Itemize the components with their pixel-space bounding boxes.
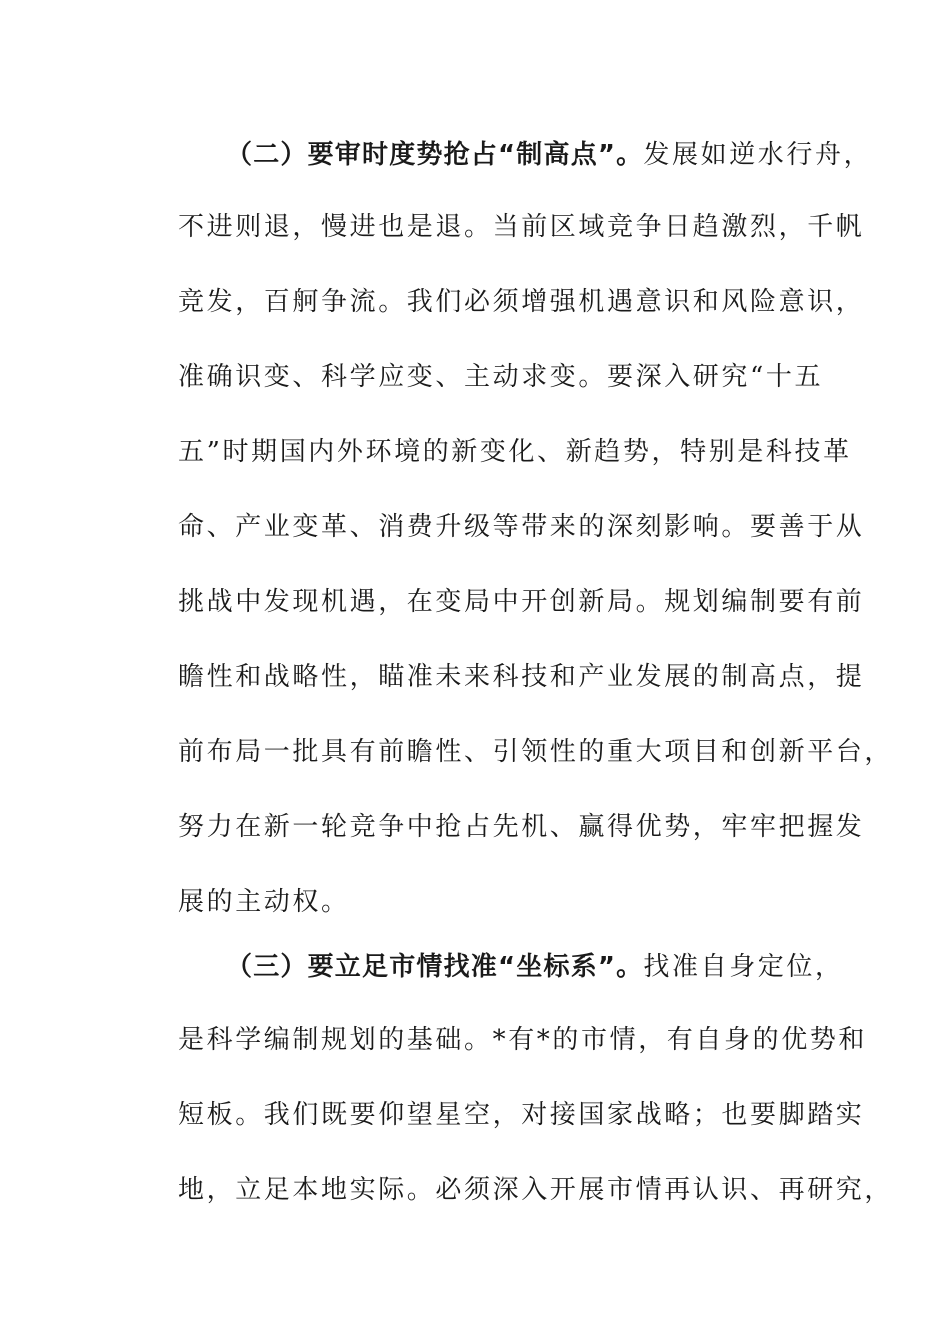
paragraph-line: 命、产业变革、消费升级等带来的深刻影响。要善于从 [178, 512, 865, 542]
paragraph-line: 努力在新一轮竞争中抢占先机、赢得优势，牢牢把握发 [178, 812, 865, 842]
paragraph-line: 五”时期国内外环境的新变化、新趋势，特别是科技革 [178, 437, 852, 467]
section-heading: （二）要审时度势抢占“制高点”。 [226, 140, 644, 170]
paragraph-line: 瞻性和战略性，瞄准未来科技和产业发展的制高点，提 [178, 662, 865, 692]
paragraph-line [226, 950, 844, 984]
paragraph-line: 准确识变、科学应变、主动求变。要深入研究“十五 [178, 362, 824, 392]
paragraph-line: 地，立足本地实际。必须深入开展市情再认识、再研究， [178, 1175, 894, 1205]
section-heading: （三）要立足市情找准“坐标系”。 [226, 952, 644, 982]
paragraph-line: 展的主动权。 [178, 887, 350, 917]
paragraph-line: 挑战中发现机遇，在变局中开创新局。规划编制要有前 [178, 587, 865, 617]
paragraph-line: 短板。我们既要仰望星空，对接国家战略；也要脚踏实 [178, 1100, 865, 1130]
paragraph-line [226, 138, 872, 172]
paragraph-line: 前布局一批具有前瞻性、引领性的重大项目和创新平台， [178, 737, 894, 767]
paragraph-line: 竞发，百舸争流。我们必须增强机遇意识和风险意识， [178, 287, 865, 317]
paragraph-text: 发展如逆水行舟， [643, 140, 873, 170]
paragraph-text: 找准自身定位， [643, 952, 844, 982]
paragraph-line: 不进则退，慢进也是退。当前区域竞争日趋激烈，千帆 [178, 212, 865, 242]
paragraph-line: 是科学编制规划的基础。*有*的市情，有自身的优势和 [178, 1025, 868, 1055]
